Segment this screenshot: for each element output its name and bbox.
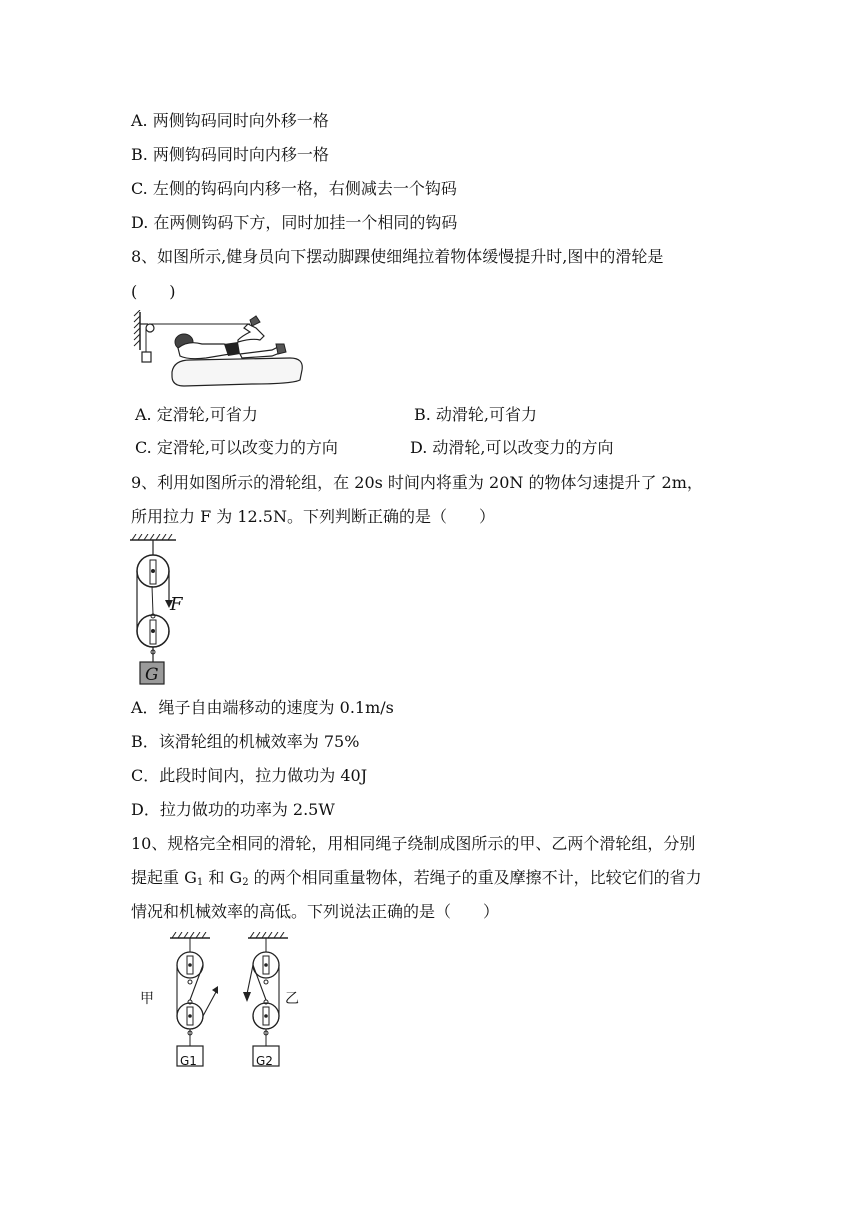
q10-yi-label: 乙 — [285, 991, 299, 1007]
q9-weight-label: G — [145, 665, 159, 685]
q7-option-a: A. 两侧钩码同时向外移一格 — [131, 111, 329, 130]
q9-option-b: B．该滑轮组的机械效率为 75% — [131, 732, 360, 751]
q7-option-c: C. 左侧的钩码向内移一格，右侧减去一个钩码 — [131, 179, 457, 198]
q8-option-c: C. 定滑轮,可以改变力的方向 — [135, 438, 338, 457]
q10-stem: 10、规格完全相同的滑轮，用相同绳子绕制成图所示的甲、乙两个滑轮组，分别 — [131, 834, 696, 853]
q7-option-b: B. 两侧钩码同时向内移一格 — [131, 145, 329, 164]
q9-option-d: D．拉力做功的功率为 2.5W — [131, 800, 335, 819]
q8-stem-bracket: ( ) — [131, 282, 176, 301]
q8-fitness-pulley-figure — [132, 310, 312, 390]
q8-option-a: A. 定滑轮,可省力 — [135, 405, 258, 424]
q9-force-label: F — [170, 594, 183, 615]
q9-option-a: A．绳子自由端移动的速度为 0.1m/s — [131, 698, 394, 717]
q7-option-d: D. 在两侧钩码下方，同时加挂一个相同的钩码 — [131, 213, 458, 232]
q10-g2-label: G2 — [256, 1054, 273, 1068]
q10-stem-line2: 提起重 $G_1$ 和 $G_2$ 的两个相同重量物体，若绳子的重及摩擦不计，比较它们的省力 — [131, 868, 702, 888]
q10-jia-label: 甲 — [140, 991, 154, 1007]
q9-stem: 9、利用如图所示的滑轮组，在 20s 时间内将重为 20N 的物体匀速提升了 2m， — [131, 473, 703, 492]
q9-option-c: C．此段时间内，拉力做功为 40J — [131, 766, 368, 785]
q9-stem-line2: 所用拉力 F 为 12.5N。下列判断正确的是（ ） — [131, 507, 495, 526]
q9-pulley-system-figure — [126, 534, 196, 686]
q8-option-d: D. 动滑轮,可以改变力的方向 — [410, 438, 614, 457]
q8-stem: 8、如图所示,健身员向下摆动脚踝使细绳拉着物体缓慢提升时,图中的滑轮是 — [131, 247, 664, 266]
q10-stem-line3: 情况和机械效率的高低。下列说法正确的是（ ） — [131, 902, 500, 921]
q8-option-b: B. 动滑轮,可省力 — [414, 405, 538, 424]
q10-g1-label: G1 — [180, 1054, 197, 1068]
